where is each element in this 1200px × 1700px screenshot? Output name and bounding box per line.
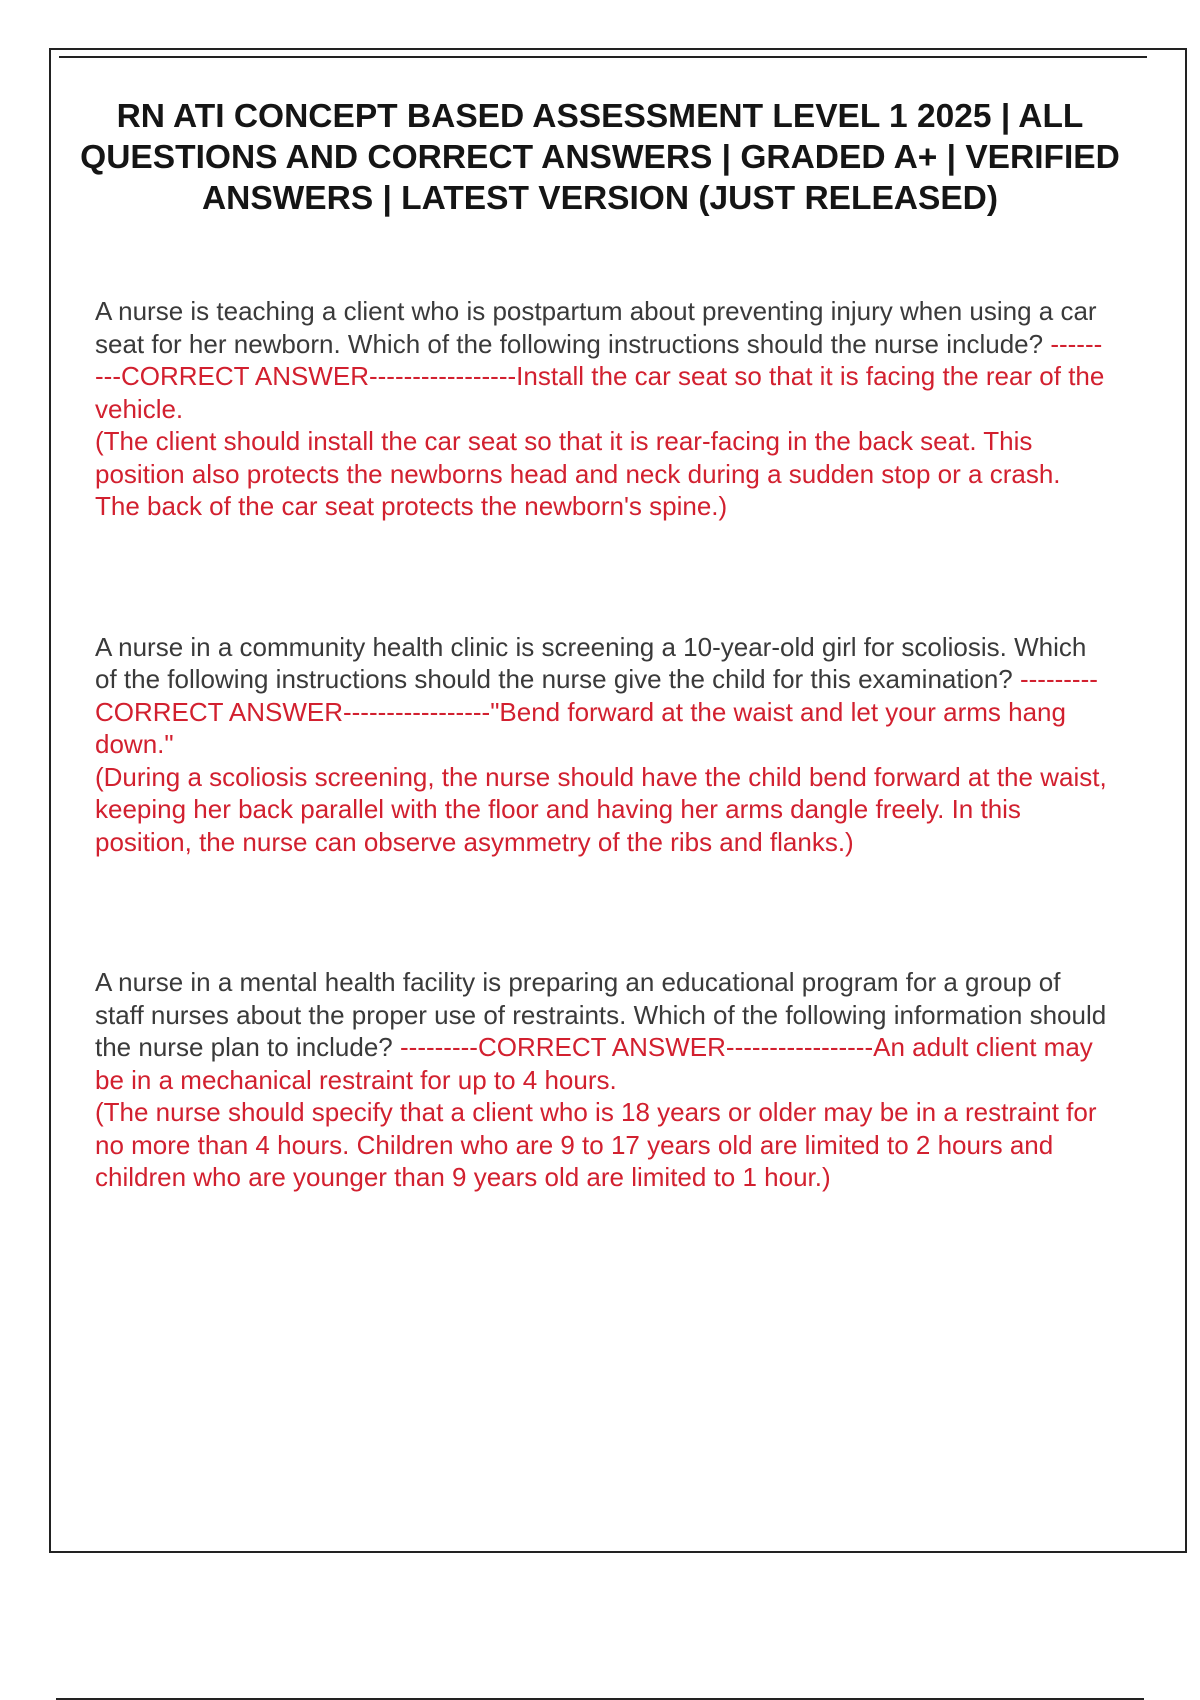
correct-answer-marker: ---------CORRECT ANSWER----------------- bbox=[400, 1032, 874, 1062]
qa-list bbox=[95, 295, 1110, 1302]
top-rule bbox=[59, 56, 1147, 58]
answer-text: "Bend forward at the waist and let your arms hang down." bbox=[95, 696, 1066, 759]
correct-answer-marker: ---------CORRECT ANSWER----------------- bbox=[95, 664, 1098, 727]
qa-item-3 bbox=[95, 966, 1110, 1194]
answer-text: An adult client may be in a mechanical restraint for up to 4 hours. bbox=[95, 1032, 1093, 1095]
qa-item-1 bbox=[95, 295, 1110, 523]
rationale-text: (During a scoliosis screening, the nurse should have the child bend forward at the waist, keeping her back parallel with the floor and having her arms dangle freely. In this position, the nurse can observe asymmetry of the ribs and flanks.) bbox=[95, 761, 1107, 857]
question-text: A nurse in a community health clinic is screening a 10-year-old girl for scoliosis. Which of the following instructions should the nurse give the child for this examination? bbox=[95, 631, 1087, 694]
rationale-text: (The nurse should specify that a client who is 18 years or older may be in a restraint for no more than 4 hours. Children who are 9 to 17 years old are limited to 2 hours and children who are younger than 9 years old are limited to 1 hour.) bbox=[95, 1097, 1097, 1192]
correct-answer-marker: ---------CORRECT ANSWER----------------- bbox=[95, 328, 1103, 391]
question-text: A nurse in a mental health facility is preparing an educational program for a group of staff nurses about the proper use of restraints. Which of the following information should the nurse plan to include? bbox=[95, 967, 1107, 1062]
qa-item-2 bbox=[95, 631, 1110, 859]
question-text: A nurse is teaching a client who is postpartum about preventing injury when using a car seat for her newborn. Which of the following instructions should the nurse include? bbox=[95, 296, 1097, 359]
answer-text: Install the car seat so that it is facing the rear of the vehicle. bbox=[95, 361, 1105, 424]
document-title: RN ATI CONCEPT BASED ASSESSMENT LEVEL 1 2025 | ALL QUESTIONS AND CORRECT ANSWERS | GRADED A+ | VERIFIED ANSWERS | LATEST VERSION (JUST RELEASED) bbox=[80, 98, 1120, 217]
rationale-text: (The client should install the car seat so that it is rear-facing in the back seat. This position also protects the newborns head and neck during a sudden stop or a crash. The back of the car seat protects the newborn's spine.) bbox=[95, 426, 1061, 521]
